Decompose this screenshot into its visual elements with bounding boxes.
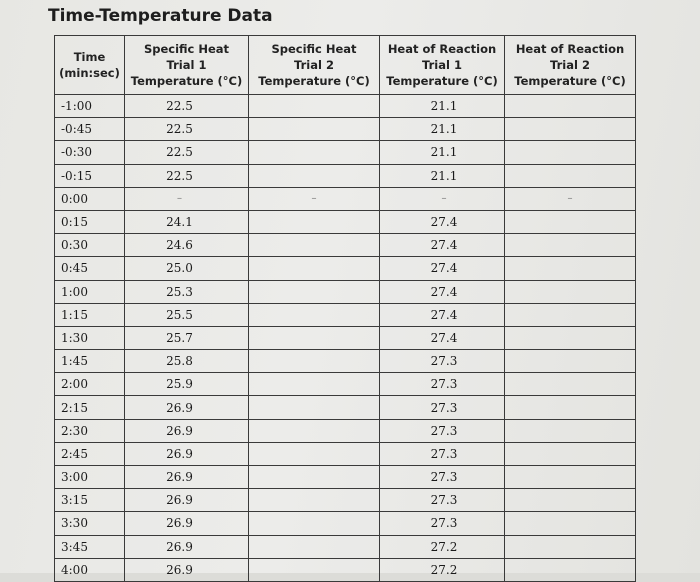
specific-heat-trial-1-cell: 25.7 xyxy=(125,326,249,349)
heat-of-reaction-trial-1-cell: 27.3 xyxy=(380,396,505,419)
time-cell: -0:45 xyxy=(55,118,125,141)
specific-heat-trial-1-cell: 26.9 xyxy=(125,419,249,442)
specific-heat-trial-2-cell xyxy=(249,489,380,512)
heat-of-reaction-trial-1-cell: 27.3 xyxy=(380,442,505,465)
heat-of-reaction-trial-2-cell xyxy=(505,350,636,373)
specific-heat-trial-1-cell: 26.9 xyxy=(125,466,249,489)
specific-heat-trial-2-cell xyxy=(249,257,380,280)
specific-heat-trial-1-cell: 25.8 xyxy=(125,350,249,373)
time-cell: 3:15 xyxy=(55,489,125,512)
specific-heat-trial-2-cell xyxy=(249,210,380,233)
heat-of-reaction-trial-1-cell: 21.1 xyxy=(380,118,505,141)
time-cell: 0:00 xyxy=(55,187,125,210)
heat-of-reaction-trial-2-cell xyxy=(505,558,636,581)
table-row xyxy=(55,489,636,512)
heat-of-reaction-trial-2-cell xyxy=(505,234,636,257)
heat-of-reaction-trial-2-cell xyxy=(505,535,636,558)
heat-of-reaction-trial-1-cell: 27.3 xyxy=(380,512,505,535)
specific-heat-trial-1-cell: 22.5 xyxy=(125,164,249,187)
specific-heat-trial-1-cell: 24.6 xyxy=(125,234,249,257)
time-cell: 1:15 xyxy=(55,303,125,326)
heat-of-reaction-trial-1-cell: 27.4 xyxy=(380,210,505,233)
specific-heat-trial-1-cell: 26.9 xyxy=(125,442,249,465)
table-row xyxy=(55,234,636,257)
table-row xyxy=(55,558,636,581)
time-cell: 2:00 xyxy=(55,373,125,396)
time-cell: 4:00 xyxy=(55,558,125,581)
heat-of-reaction-trial-1-cell: 27.3 xyxy=(380,419,505,442)
heat-of-reaction-trial-1-cell: 27.3 xyxy=(380,373,505,396)
time-cell: 3:30 xyxy=(55,512,125,535)
heat-of-reaction-trial-1-cell: 27.4 xyxy=(380,257,505,280)
heat-of-reaction-trial-2-cell xyxy=(505,419,636,442)
heat-of-reaction-trial-1-cell: – xyxy=(380,187,505,210)
time-temperature-table xyxy=(54,35,636,582)
time-cell: 2:30 xyxy=(55,419,125,442)
heat-of-reaction-trial-2-cell xyxy=(505,118,636,141)
table-row xyxy=(55,396,636,419)
table-row xyxy=(55,535,636,558)
specific-heat-trial-1-cell: 24.1 xyxy=(125,210,249,233)
specific-heat-trial-1-cell: 26.9 xyxy=(125,512,249,535)
header-row xyxy=(55,36,636,95)
specific-heat-trial-2-cell xyxy=(249,350,380,373)
time-cell: -1:00 xyxy=(55,95,125,118)
specific-heat-trial-2-cell xyxy=(249,326,380,349)
table-row xyxy=(55,373,636,396)
heat-of-reaction-trial-1-cell: 27.3 xyxy=(380,350,505,373)
specific-heat-trial-2-cell xyxy=(249,164,380,187)
specific-heat-trial-1-cell: 25.3 xyxy=(125,280,249,303)
table-row xyxy=(55,210,636,233)
table-row xyxy=(55,303,636,326)
specific-heat-trial-1-cell: 25.0 xyxy=(125,257,249,280)
time-cell: -0:30 xyxy=(55,141,125,164)
specific-heat-trial-2-cell xyxy=(249,535,380,558)
table-row xyxy=(55,442,636,465)
table-row xyxy=(55,350,636,373)
specific-heat-trial-2-cell xyxy=(249,303,380,326)
heat-of-reaction-trial-2-cell xyxy=(505,396,636,419)
table-row xyxy=(55,164,636,187)
heat-of-reaction-trial-2-cell xyxy=(505,466,636,489)
heat-of-reaction-trial-2-cell xyxy=(505,141,636,164)
heat-of-reaction-trial-1-cell: 21.1 xyxy=(380,141,505,164)
header-heat-of-reaction-trial-1: Heat of Reaction Trial 1 Temperature (°C) xyxy=(380,36,505,95)
time-cell: 1:30 xyxy=(55,326,125,349)
heat-of-reaction-trial-2-cell xyxy=(505,489,636,512)
specific-heat-trial-2-cell xyxy=(249,141,380,164)
specific-heat-trial-2-cell xyxy=(249,512,380,535)
table-row xyxy=(55,118,636,141)
specific-heat-trial-1-cell: 25.9 xyxy=(125,373,249,396)
specific-heat-trial-1-cell: 22.5 xyxy=(125,118,249,141)
specific-heat-trial-2-cell xyxy=(249,466,380,489)
time-cell: 2:45 xyxy=(55,442,125,465)
heat-of-reaction-trial-1-cell: 27.2 xyxy=(380,558,505,581)
time-cell: 0:45 xyxy=(55,257,125,280)
table-row xyxy=(55,280,636,303)
specific-heat-trial-2-cell xyxy=(249,558,380,581)
specific-heat-trial-2-cell xyxy=(249,280,380,303)
specific-heat-trial-2-cell: – xyxy=(249,187,380,210)
heat-of-reaction-trial-1-cell: 27.3 xyxy=(380,489,505,512)
table-row xyxy=(55,466,636,489)
heat-of-reaction-trial-2-cell xyxy=(505,303,636,326)
heat-of-reaction-trial-2-cell xyxy=(505,95,636,118)
specific-heat-trial-2-cell xyxy=(249,396,380,419)
header-time: Time (min:sec) xyxy=(55,36,125,95)
table-row xyxy=(55,187,636,210)
heat-of-reaction-trial-2-cell xyxy=(505,373,636,396)
time-cell: 3:00 xyxy=(55,466,125,489)
header-specific-heat-trial-1: Specific Heat Trial 1 Temperature (°C) xyxy=(125,36,249,95)
heat-of-reaction-trial-1-cell: 27.4 xyxy=(380,326,505,349)
specific-heat-trial-2-cell xyxy=(249,95,380,118)
specific-heat-trial-1-cell: 26.9 xyxy=(125,396,249,419)
heat-of-reaction-trial-1-cell: 27.4 xyxy=(380,303,505,326)
heat-of-reaction-trial-1-cell: 21.1 xyxy=(380,95,505,118)
table-row xyxy=(55,419,636,442)
heat-of-reaction-trial-2-cell xyxy=(505,257,636,280)
time-cell: 1:00 xyxy=(55,280,125,303)
heat-of-reaction-trial-1-cell: 27.3 xyxy=(380,466,505,489)
specific-heat-trial-2-cell xyxy=(249,419,380,442)
table-row xyxy=(55,257,636,280)
heat-of-reaction-trial-2-cell: – xyxy=(505,187,636,210)
heat-of-reaction-trial-2-cell xyxy=(505,512,636,535)
heat-of-reaction-trial-2-cell xyxy=(505,442,636,465)
heat-of-reaction-trial-1-cell: 27.4 xyxy=(380,280,505,303)
table-row xyxy=(55,512,636,535)
header-specific-heat-trial-2: Specific Heat Trial 2 Temperature (°C) xyxy=(249,36,380,95)
specific-heat-trial-1-cell: 25.5 xyxy=(125,303,249,326)
specific-heat-trial-1-cell: 26.9 xyxy=(125,489,249,512)
heat-of-reaction-trial-1-cell: 27.4 xyxy=(380,234,505,257)
time-cell: 0:30 xyxy=(55,234,125,257)
page-title: Time-Temperature Data xyxy=(48,6,273,26)
specific-heat-trial-1-cell: 26.9 xyxy=(125,558,249,581)
specific-heat-trial-1-cell: 22.5 xyxy=(125,95,249,118)
specific-heat-trial-2-cell xyxy=(249,118,380,141)
specific-heat-trial-1-cell: – xyxy=(125,187,249,210)
time-cell: 0:15 xyxy=(55,210,125,233)
specific-heat-trial-2-cell xyxy=(249,373,380,396)
header-heat-of-reaction-trial-2: Heat of Reaction Trial 2 Temperature (°C) xyxy=(505,36,636,95)
time-cell: 2:15 xyxy=(55,396,125,419)
table-row xyxy=(55,141,636,164)
specific-heat-trial-1-cell: 22.5 xyxy=(125,141,249,164)
table-row xyxy=(55,326,636,349)
heat-of-reaction-trial-2-cell xyxy=(505,210,636,233)
heat-of-reaction-trial-2-cell xyxy=(505,280,636,303)
heat-of-reaction-trial-1-cell: 27.2 xyxy=(380,535,505,558)
heat-of-reaction-trial-1-cell: 21.1 xyxy=(380,164,505,187)
time-cell: 1:45 xyxy=(55,350,125,373)
specific-heat-trial-2-cell xyxy=(249,234,380,257)
table-row xyxy=(55,95,636,118)
specific-heat-trial-1-cell: 26.9 xyxy=(125,535,249,558)
time-cell: -0:15 xyxy=(55,164,125,187)
specific-heat-trial-2-cell xyxy=(249,442,380,465)
heat-of-reaction-trial-2-cell xyxy=(505,164,636,187)
heat-of-reaction-trial-2-cell xyxy=(505,326,636,349)
time-cell: 3:45 xyxy=(55,535,125,558)
